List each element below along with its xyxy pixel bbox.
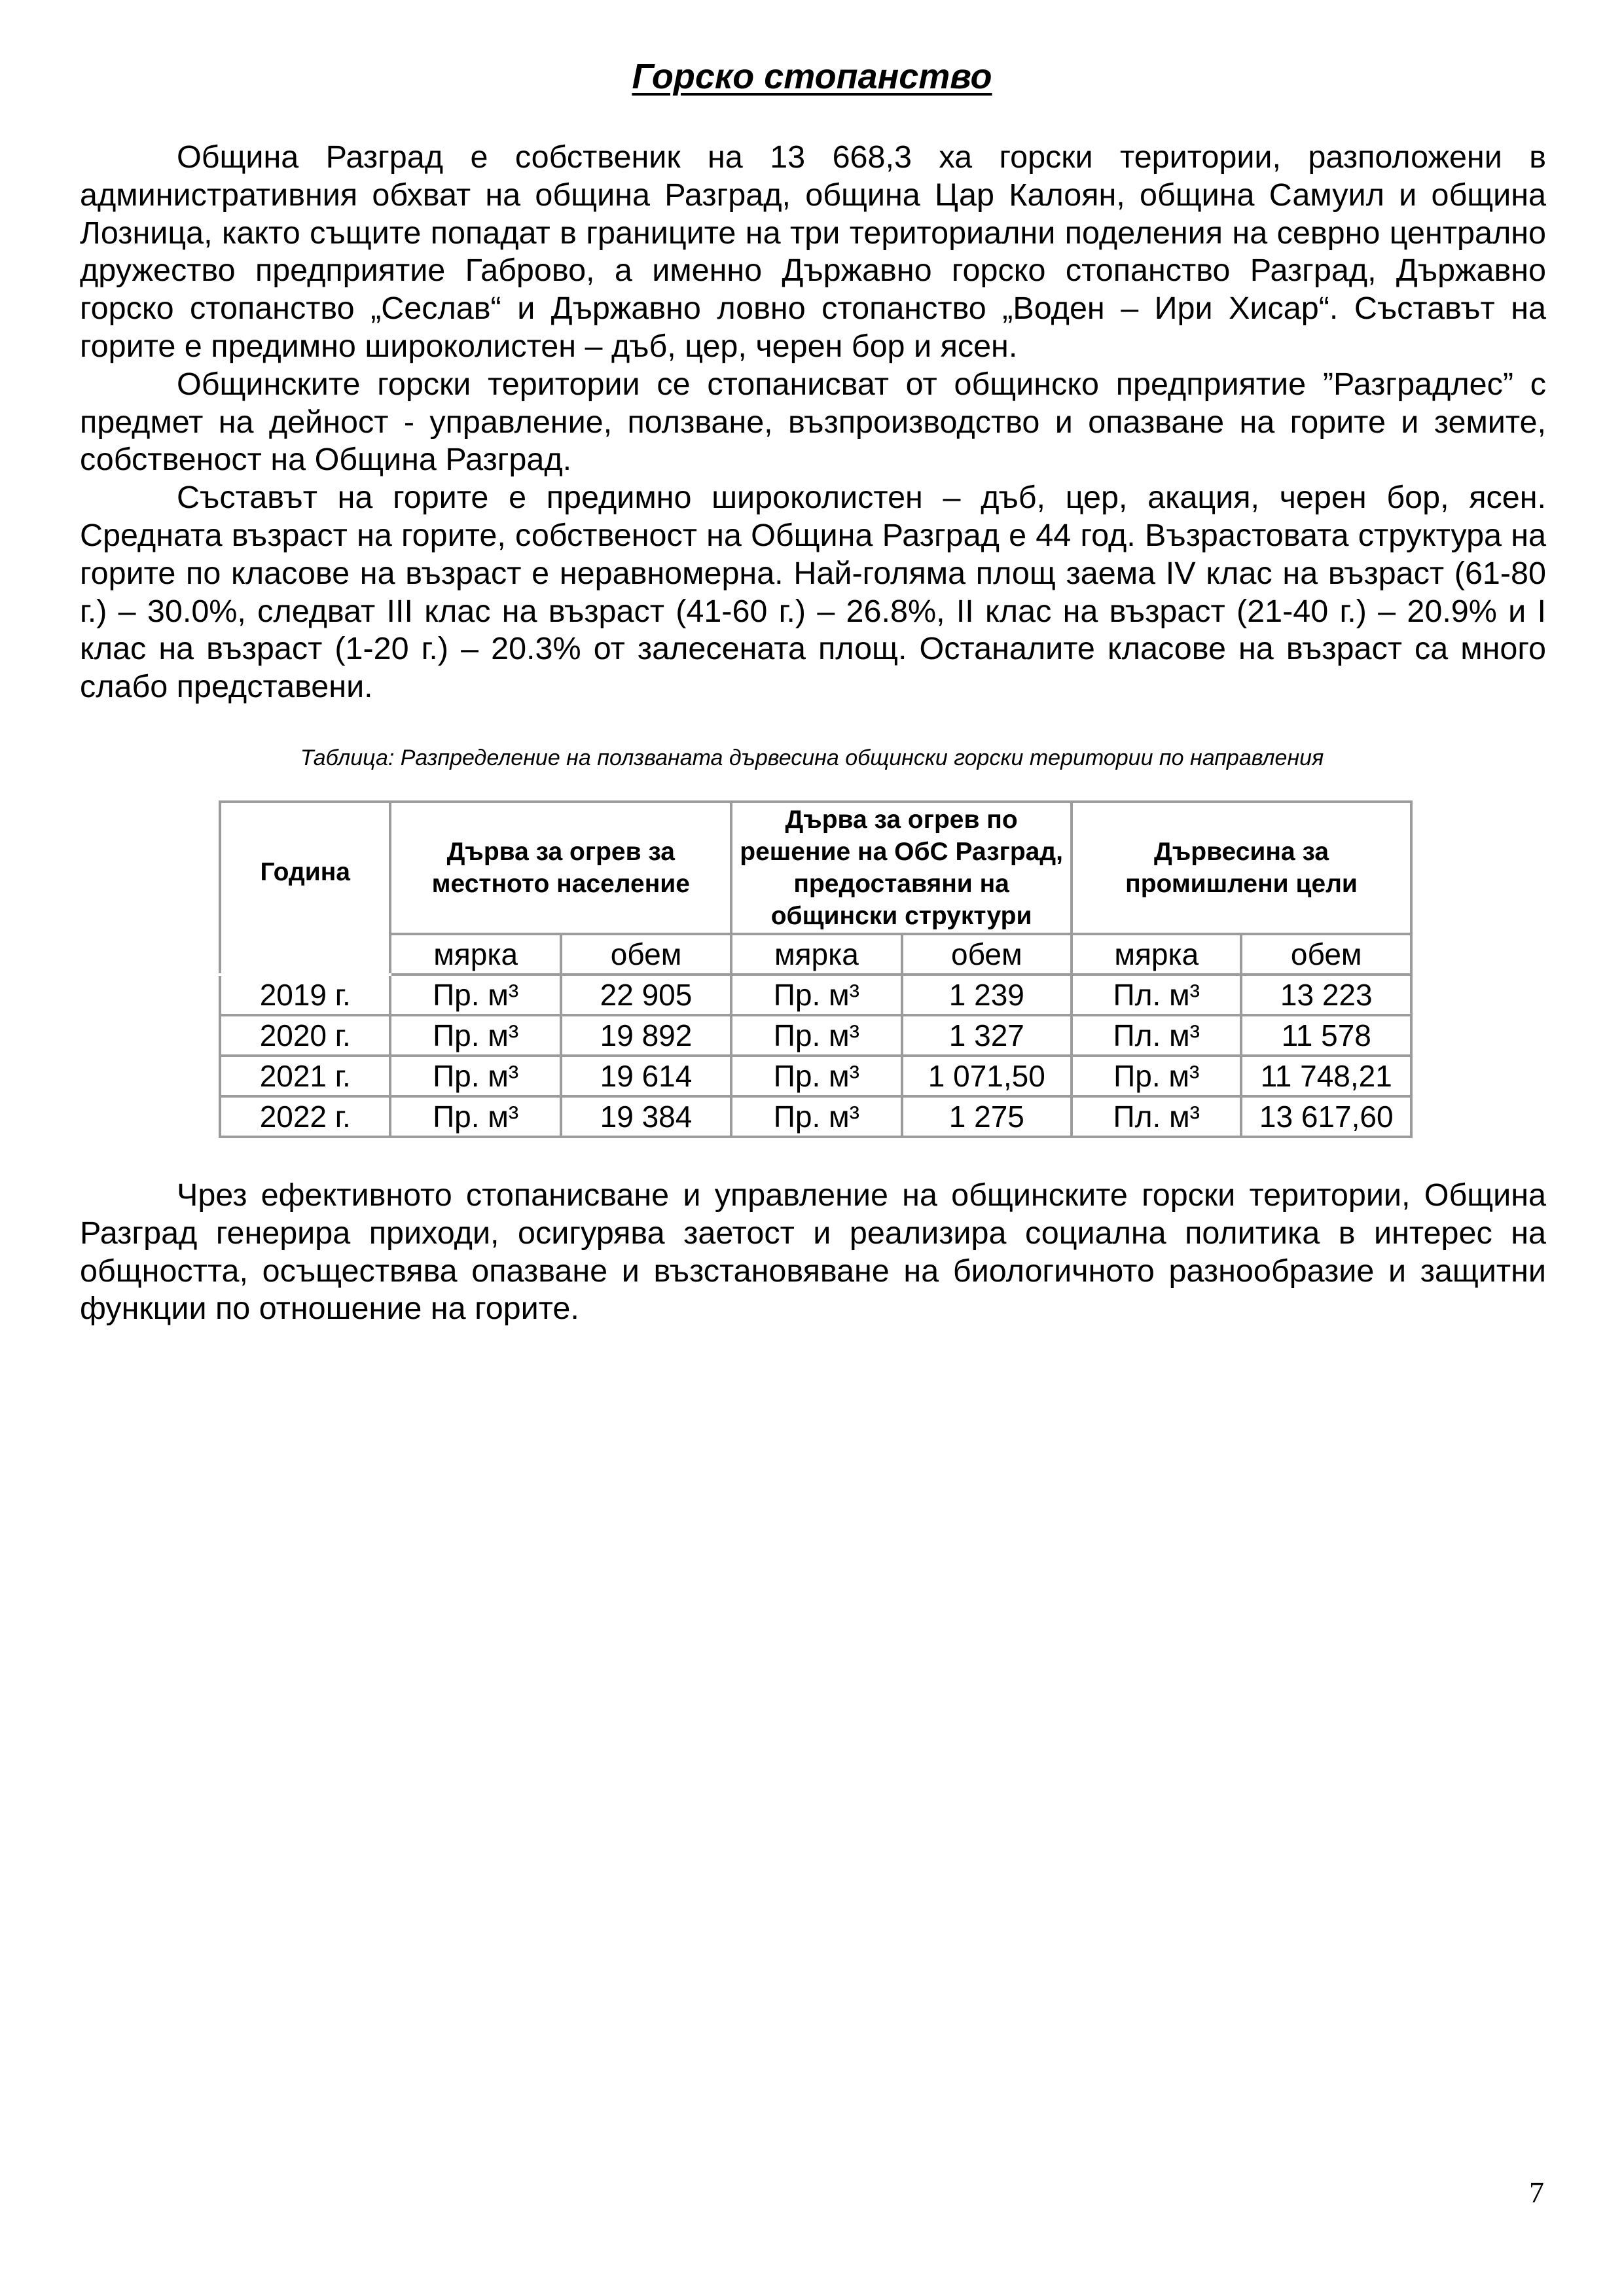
cell-unit: Пр. м³ [390,1096,560,1137]
cell-volume: 19 384 [561,1096,731,1137]
table-row [220,975,1411,1015]
page-title: Горско стопанство [632,57,992,96]
timber-usage-table [219,800,1413,1138]
cell-volume: 13 223 [1241,975,1411,1015]
cell-year: 2020 г. [220,1015,390,1056]
table-subheader-row [220,934,1411,975]
cell-volume: 19 614 [561,1056,731,1096]
cell-unit: Пл. м³ [1072,1015,1241,1056]
header-industrial-timber: Дървесина за промишлени цели [1072,802,1411,934]
subheader-unit: мярка [390,934,560,975]
cell-volume: 1 327 [902,1015,1072,1056]
cell-unit: Пр. м³ [731,1096,901,1137]
cell-year: 2019 г. [220,975,390,1015]
cell-volume: 1 071,50 [902,1056,1072,1096]
header-local-firewood: Дърва за огрев за местното население [390,802,731,934]
paragraph-ownership: Община Разград е собственик на 13 668,3 ха горски територии, разположени в административния обхват на община Разград, община Цар Калоян, община Самуил и община Лозница, както същите попадат в границите на три териториални поделения на севрно централно дружество предприятие Габрово, а именно Държавно горско стопанство Разград, Държавно горско стопанство „Сеслав“ и Държавно ловно стопанство „Воден – Ири Хисар“. Съставът на горите е предимно широколистен – дъб, цер, черен бор и ясен. [80,139,1546,364]
cell-unit: Пл. м³ [1072,975,1241,1015]
cell-unit: Пр. м³ [390,1015,560,1056]
cell-year: 2021 г. [220,1056,390,1096]
paragraph-management: Общинските горски територии се стопанисват от общинско предприятие ”Разградлес” с предмет на дейност - управление, ползване, възпроизводство и опазване на горите и земите, собственост на Община Разград. [80,366,1546,478]
cell-unit: Пр. м³ [731,975,901,1015]
cell-volume: 1 239 [902,975,1072,1015]
cell-volume: 13 617,60 [1241,1096,1411,1137]
subheader-volume: обем [1241,934,1411,975]
table-caption: Таблица: Разпределение на ползваната дървесина общински горски територии по направления [300,745,1324,770]
subheader-unit: мярка [1072,934,1241,975]
cell-volume: 11 578 [1241,1015,1411,1056]
cell-unit: Пр. м³ [390,1056,560,1096]
cell-unit: Пл. м³ [1072,1096,1241,1137]
cell-volume: 1 275 [902,1096,1072,1137]
header-council-firewood: Дърва за огрев по решение на ОбС Разград, предоставяни на общински структури [731,802,1072,934]
table-row [220,1096,1411,1137]
cell-volume: 19 892 [561,1015,731,1056]
table-row [220,1015,1411,1056]
cell-unit: Пр. м³ [731,1015,901,1056]
intro-text [80,139,1546,706]
header-year: Година [220,802,390,975]
table-row [220,1056,1411,1096]
cell-volume: 22 905 [561,975,731,1015]
cell-volume: 11 748,21 [1241,1056,1411,1096]
cell-unit: Пр. м³ [390,975,560,1015]
cell-unit: Пр. м³ [731,1056,901,1096]
table-header-row [220,802,1411,934]
subheader-unit: мярка [731,934,901,975]
cell-year: 2022 г. [220,1096,390,1137]
closing-text [80,1177,1546,1328]
subheader-volume: обем [561,934,731,975]
paragraph-benefits: Чрез ефективното стопанисване и управление на общинските горски територии, Община Разград генерира приходи, осигурява заетост и реализира социална политика в интерес на общността, осъществява опазване и възстановяване на биологичното разнообразие и защитни функции по отношение на горите. [80,1177,1546,1327]
subheader-volume: обем [902,934,1072,975]
page-number: 7 [1529,2176,1544,2209]
paragraph-composition: Съставът на горите е предимно широколистен – дъб, цер, акация, черен бор, ясен. Средната възраст на горите, собственост на Община Разград е 44 год. Възрастовата структура на горите по класове на възраст е неравномерна. Най-голяма площ заема IV клас на възраст (61-80 г.) – 30.0%, следват III клас на възраст (41-60 г.) – 26.8%, II клас на възраст (21-40 г.) – 20.9% и I клас на възраст (1-20 г.) – 20.3% от залесената площ. Останалите класове на възраст са много слабо представени. [80,480,1546,705]
cell-unit: Пр. м³ [1072,1056,1241,1096]
